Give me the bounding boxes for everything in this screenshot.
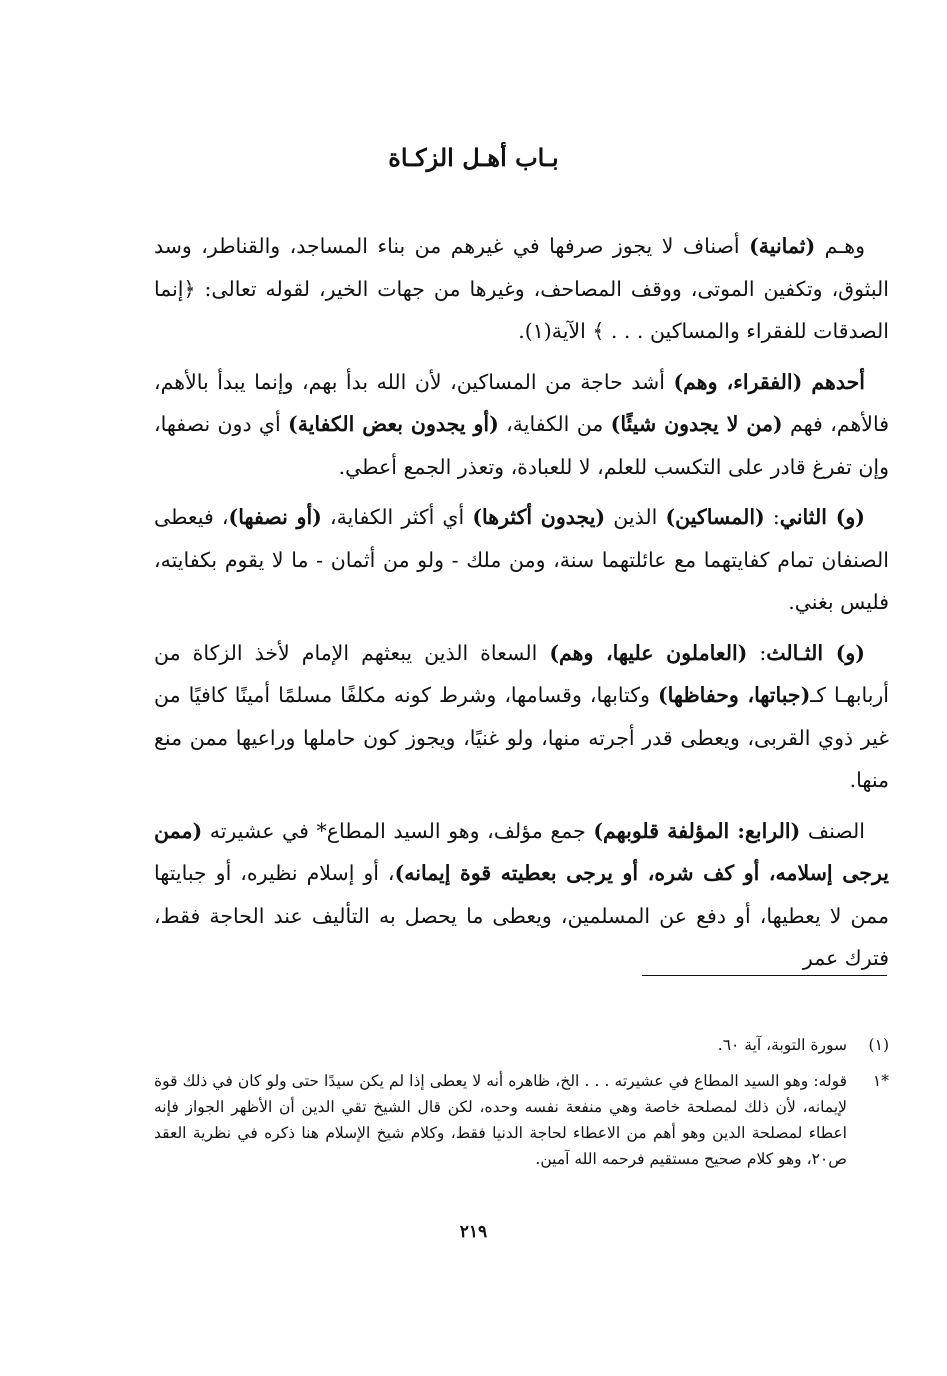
p4-text-1: : — [747, 640, 767, 665]
p2-bold-3: (أو يجدون بعض الكفاية) — [288, 412, 499, 436]
footnote-2-text: قوله: وهو السيد المطاع في عشيرته . . . الخ، ظاهره أنه لا يعطى إذا لم يكن سيدًا حتى ولو كان في ذلك قوة لإيمانه، لأن ذلك لمصلحة خاصة وهي منفعة نفسه وحده، لكن قال الشيخ تقي الدين أن الأظهر الجواز فإنه اعطاء لمصلحة الدين وهو أهم من الاعطاء لحاجة الدنيا فقط، وكلام شيخ الإسلام هنا ذكره في نظرية العقد ص٢٠، وهو كلام صحيح مستقيم فرحمه الله آمين. — [154, 1072, 847, 1168]
p3-text-1: : — [764, 505, 780, 529]
p2-bold-2: (من لا يجدون شيئًا) — [610, 412, 783, 436]
p1-bold-1: (ثمانية) — [749, 234, 816, 258]
footnote-2 — [154, 1068, 889, 1172]
p3-bold-3: (يجدون أكثرها) — [472, 505, 606, 529]
p5-bold-1: (الرابع: المؤلفة قلوبهم) — [593, 818, 801, 843]
p3-text-2: الذين — [605, 505, 666, 529]
p4-text-2: السعاة الذين يبعثهم الإمام لأخذ الزكاة من أربابهـا كـ — [154, 640, 889, 707]
p1-text-c: أصناف لا يجوز صرفها في غيرهم من بناء المساجد، والقناطر، وسد البثوق، وتكفين الموتى، ووقف المصاحف، وغيرها من جهات الخير، لقوله تعالى: ﴿إنما الصدقات للفقراء والمساكين . . . ﴾ الآية(١). — [154, 234, 889, 343]
paragraph-4 — [154, 632, 889, 802]
p5-text-3: ، أو إسلام نظيره، أو جبايتها ممن لا يعطيها، أو دفع عن المسلمين، ويعطى ما يحصل به التأليف عند الحاجة فقط، فترك عمر — [154, 861, 889, 970]
p3-bold-2: (المساكين) — [665, 505, 765, 529]
p5-bold-2: (ممن يرجى إسلامه، أو كف شره، أو يرجى بعطيته قوة إيمانه) — [154, 818, 889, 885]
p2-text-2: من الكفاية، — [498, 412, 611, 436]
footnotes — [154, 1032, 889, 1182]
page-number: ٢١٩ — [459, 1222, 488, 1242]
footnote-1-text: سورة التوبة، آية ٦٠. — [717, 1036, 847, 1054]
p1-text-a: وهـم — [815, 234, 865, 258]
footnote-divider — [642, 975, 887, 976]
footnote-1 — [154, 1032, 889, 1058]
paragraph-2 — [154, 361, 889, 489]
main-text — [154, 225, 889, 988]
p2-bold-1: أحدهم (الفقراء، وهم) — [673, 369, 865, 394]
footnote-2-marker: *١ — [872, 1072, 889, 1090]
p4-bold-1: (و) الثـالث — [766, 640, 865, 665]
p3-text-3: أي أكثر الكفاية، — [321, 505, 473, 529]
footnote-1-marker: (١) — [868, 1036, 889, 1054]
p4-text-3: وكتابها، وقسامها، وشرط كونه مكلفًا مسلمًا أمينًا كافيًا من غير ذوي القربى، ويعطى قدر أجرته منها، ولو غنيًا، ويجوز كون حاملها وراعيها ممن منع منها. — [154, 683, 889, 792]
paragraph-3 — [154, 496, 889, 624]
p3-bold-4: (أو نصفها) — [228, 505, 322, 529]
chapter-title: بـاب أهـل الزكـاة — [388, 143, 559, 172]
p2-text-1: أشد حاجة من المساكين، لأن الله بدأ بهم، وإنما يبدأ بالأهم، فالأهم، فهم — [154, 369, 890, 436]
p5-text-1: الصنف — [800, 818, 865, 843]
p4-bold-3: (جباتها، وحفاظها) — [657, 683, 811, 707]
p3-bold-1: (و) الثاني — [779, 505, 865, 529]
p4-bold-2: (العاملون عليها، وهم) — [549, 640, 748, 665]
p2-text-3: أي دون نصفها، وإن تفرغ قادر على التكسب للعلم، لا للعبادة، وتعذر الجمع أعطي. — [154, 412, 889, 479]
p3-text-4: ، فيعطى الصنفان تمام كفايتهما مع عائلتهما سنة، ومن ملك - ولو من أثمان - ما لا يقوم بكفايته، فليس بغني. — [154, 505, 889, 614]
paragraph-1 — [154, 225, 889, 353]
p5-text-2: جمع مؤلف، وهو السيد المطاع* في عشيرته — [202, 818, 594, 843]
paragraph-5 — [154, 810, 889, 980]
